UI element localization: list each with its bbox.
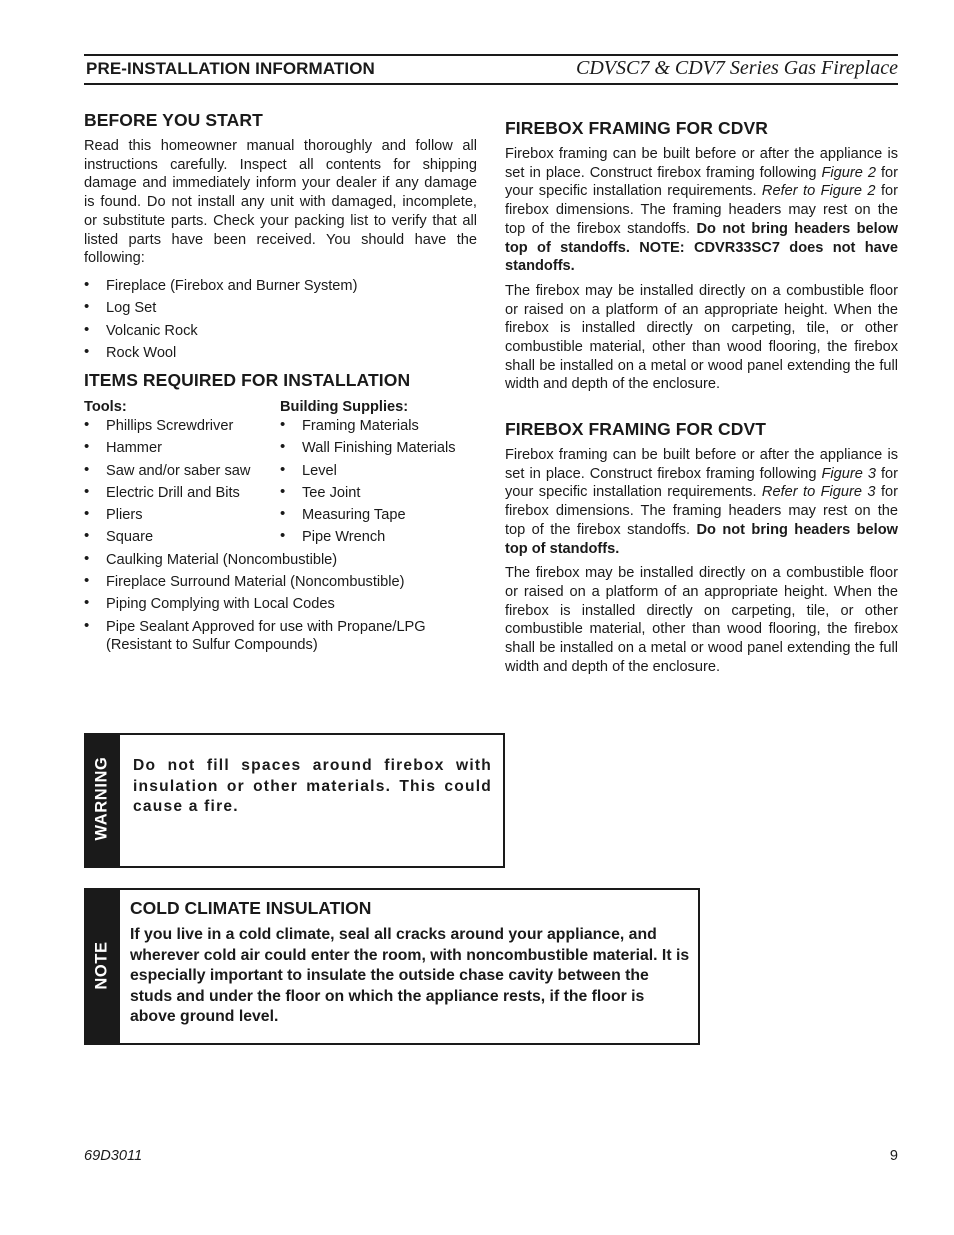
page-number: 9 [889,1148,898,1164]
cdvr-heading: FIREBOX FRAMING FOR CDVR [505,118,768,138]
tools-label: Tools: [84,399,127,415]
list-item: • Rock Wool [84,344,477,363]
note-text: If you live in a cold climate, seal all cracks around your appliance, and wherever cold air could enter the room, with noncombustible material. It is especially important to insulate the outside chase cavity between the studs and under the floor on which the appliance rests, if the floor is above ground level. [130,926,690,1026]
items-required-section [84,370,477,659]
note-label: NOTE [92,941,111,990]
list-item: • Electric Drill and Bits [84,484,280,503]
header-rule-bottom [84,83,898,85]
items-required-heading: ITEMS REQUIRED FOR INSTALLATION [84,370,411,390]
warning-tab [84,733,120,868]
cdvt-paragraph-2: The firebox may be installed directly on a combustible floor or raised on a platform of an appropriate height. When the firebox is installed directly on carpeting, tile, or other combustible material, other than wood flooring, the firebox shall be installed on a metal or wood panel extending the full width and depth of the enclosure. [505,565,898,675]
list-item: • Volcanic Rock [84,322,477,341]
product-title: CDVSC7 & CDV7 Series Gas Fireplace [575,57,898,79]
list-item: • Fireplace (Firebox and Burner System) [84,277,477,296]
list-item: • Measuring Tape [280,506,477,525]
list-item: • Level [280,462,477,481]
list-item: • Pipe Sealant Approved for use with Propane/LPG (Resistant to Sulfur Compounds) [84,618,477,655]
figure-reference: Refer to Figure 3 [761,484,876,501]
warning-text: Do not fill spaces around firebox with insulation or other materials. This could cause a fire. [133,757,492,816]
figure-reference: Figure 2 [821,164,876,181]
figure-reference: Figure 3 [821,465,876,482]
list-item: • Phillips Screwdriver [84,417,280,436]
list-item: • Tee Joint [280,484,477,503]
list-item: • Pipe Wrench [280,528,477,547]
list-item: • Saw and/or saber saw [84,462,280,481]
other-supplies-list [84,551,477,655]
cdvt-paragraph-1: Firebox framing can be built before or after the appliance is set in place. Construct firebox framing following Figure 3 for your specific installation requirements. Refer to Figure 3 for firebox dimensions. The framing headers may rest on the top of the firebox standoffs. Do not bring headers below top of standoffs. [505,447,898,557]
list-item: • Framing Materials [280,417,477,436]
cdvr-section [505,118,898,394]
figure-reference: Refer to Figure 2 [761,183,876,200]
document-number: 69D3011 [84,1148,143,1164]
parts-list [84,277,477,363]
list-item: • Hammer [84,439,280,458]
header-rule-top [84,54,898,56]
caution-text: Do not bring headers below top of standoffs. NOTE: CDVR33SC7 does not have standoffs. [505,220,898,275]
list-item: • Fireplace Surround Material (Noncombustible) [84,573,477,592]
caution-text: Do not bring headers below top of standoffs. [505,521,898,557]
supplies-list [280,417,477,547]
list-item: • Pliers [84,506,280,525]
note-title: COLD CLIMATE INSULATION [130,898,372,918]
list-item: • Piping Complying with Local Codes [84,595,477,614]
before-you-start-section [84,110,477,366]
list-item: • Caulking Material (Noncombustible) [84,551,477,570]
before-you-start-heading: BEFORE YOU START [84,110,263,130]
supplies-label: Building Supplies: [280,399,409,415]
cdvr-paragraph-2: The firebox may be installed directly on a combustible floor or raised on a platform of an appropriate height. When the firebox is installed directly on carpeting, tile, or other combustible material, other than wood flooring, the firebox shall be installed on a metal or wood panel extending the full width and depth of the enclosure. [505,282,898,393]
cdvr-paragraph-1: Firebox framing can be built before or after the appliance is set in place. Construct firebox framing following Figure 2 for your specific installation requirements. Refer to Figure 2 for firebox dimensions. The framing headers may rest on the top of the firebox standoffs. Do not bring headers below top of standoffs. NOTE: CDVR33SC7 does not have standoffs. [505,146,898,275]
section-title: PRE-INSTALLATION INFORMATION [86,59,375,78]
list-item: • Wall Finishing Materials [280,439,477,458]
tools-list [84,417,280,547]
list-item: • Log Set [84,299,477,318]
cdvt-heading: FIREBOX FRAMING FOR CDVT [505,419,767,439]
tools-column [84,399,280,551]
warning-label: WARNING [92,756,111,841]
note-tab [84,888,120,1045]
supplies-column [280,399,477,551]
cdvt-section [505,419,898,676]
list-item: • Square [84,528,280,547]
before-you-start-body: Read this homeowner manual thoroughly and follow all instructions carefully. Inspect all contents for shipping damage and immediately inform your dealer if any damage is found. Do not install any unit with damaged, incomplete, or substitute parts. Check your packing list to verify that all listed parts have been received. You should have the following: [84,138,477,267]
